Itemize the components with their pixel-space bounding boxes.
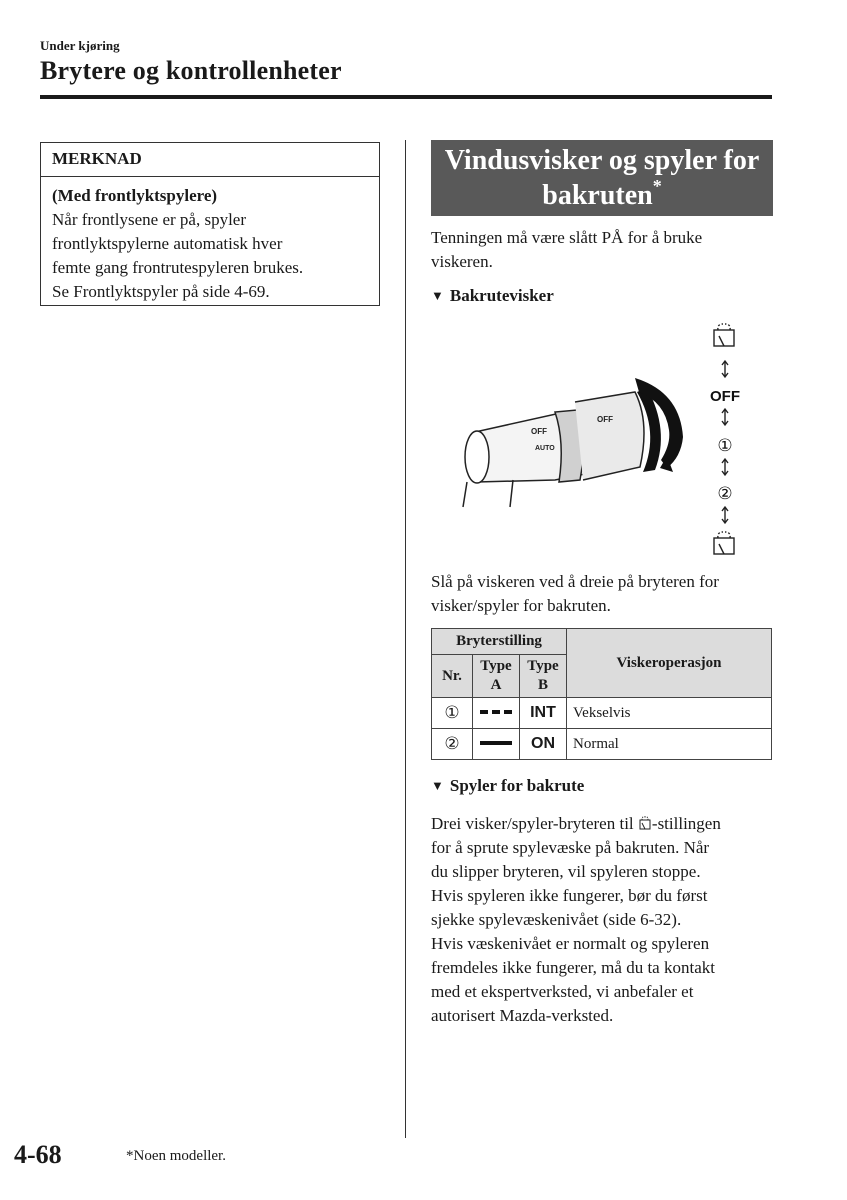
washer-line: Hvis væskenivået er normalt og spyleren: [431, 934, 710, 953]
heading-line-2: [431, 178, 773, 213]
switch-collar: [575, 392, 644, 480]
wiper-subheading-text: Bakrutevisker: [449, 286, 554, 305]
washer-line: autorisert Mazda-verksted.: [431, 1006, 614, 1025]
heading-footnote-mark: *: [652, 176, 662, 196]
washer-paragraph: [431, 812, 776, 1028]
continuous-symbol-icon: [479, 738, 513, 748]
washer-line-start: Drei visker/spyler-bryteren til: [431, 814, 638, 833]
lever-end-cap: [465, 431, 489, 483]
wiper-subheading: [431, 286, 554, 306]
down-triangle-icon: ▼: [431, 288, 444, 303]
section-label: Under kjøring: [40, 38, 120, 53]
column-divider: [405, 140, 406, 1138]
wiper-lever-illustration: [455, 322, 755, 562]
heading-word: bakruten: [542, 180, 653, 211]
lever-label-off-1: OFF: [531, 427, 547, 436]
table-header-nr: Nr.: [432, 655, 473, 698]
washer-line-end: -stillingen: [651, 814, 721, 833]
up-down-arrow-icon: [722, 409, 728, 425]
instruction-paragraph: [431, 570, 776, 618]
table-cell-operation: Vekselvis: [567, 698, 772, 729]
washer-bottom-icon: [714, 538, 734, 554]
note-label: MERKNAD: [41, 143, 379, 177]
instruction-line: visker/spyler for bakruten.: [431, 596, 611, 615]
heading-line-1: Vindusvisker og spyler for: [444, 145, 760, 176]
position-off: OFF: [710, 388, 740, 405]
table-cell-operation: Normal: [567, 729, 772, 760]
instruction-line: Slå på viskeren ved å dreie på bryteren for: [431, 572, 719, 591]
lever-stalk: [463, 480, 513, 507]
section-heading: [431, 140, 773, 216]
rear-washer-icon: [638, 816, 652, 830]
intermittent-symbol-icon: [479, 707, 513, 717]
washer-line: for å sprute spylevæske på bakruten. Når: [431, 838, 710, 857]
table-cell-type-b: ON: [520, 729, 567, 760]
up-down-arrow-icon: [722, 459, 728, 475]
note-subtitle: (Med frontlyktspylere): [52, 186, 218, 205]
washer-line: Hvis spyleren ikke fungerer, bør du først: [431, 886, 708, 905]
intro-line: viskeren.: [431, 252, 493, 271]
note-line: femte gang frontrutespyleren brukes.: [52, 258, 304, 277]
table-row: [432, 729, 772, 760]
title-rule: [40, 95, 772, 99]
page-title: Brytere og kontrollenheter: [40, 56, 342, 85]
table-cell-type-b: INT: [520, 698, 567, 729]
table-cell-nr: ①: [432, 698, 473, 729]
note-box: [40, 142, 380, 306]
washer-top-icon: [714, 330, 734, 346]
up-down-arrow-icon: [722, 507, 728, 523]
note-body: [41, 177, 379, 304]
washer-line: sjekke spylevæskenivået (side 6-32).: [431, 910, 682, 929]
table-group-header: Bryterstilling: [432, 629, 567, 655]
intro-line: Tenningen må være slått PÅ for å bruke: [431, 228, 703, 247]
down-triangle-icon: ▼: [431, 778, 444, 793]
washer-subheading: [431, 776, 584, 796]
table-header-operation: Viskeroperasjon: [567, 629, 772, 698]
table-cell-type-a: [473, 729, 520, 760]
washer-line: fremdeles ikke fungerer, må du ta kontakt: [431, 958, 715, 977]
footnote: *Noen modeller.: [126, 1148, 226, 1164]
note-line: frontlyktspylerne automatisk hver: [52, 234, 283, 253]
table-header-type-b: Type B: [520, 655, 567, 698]
wiper-operation-table: [431, 628, 772, 760]
table-header-type-a: Type A: [473, 655, 520, 698]
table-cell-type-a: [473, 698, 520, 729]
table-row: [432, 698, 772, 729]
position-1: ①: [717, 436, 733, 456]
table-cell-nr: ②: [432, 729, 473, 760]
intro-paragraph: [431, 226, 776, 274]
washer-line: med et ekspertverksted, vi anbefaler et: [431, 982, 694, 1001]
washer-line: du slipper bryteren, vil spyleren stoppe.: [431, 862, 701, 881]
lever-label-off-2: OFF: [597, 415, 613, 424]
page-number: 4-68: [14, 1140, 62, 1169]
washer-subheading-text: Spyler for bakrute: [449, 776, 585, 795]
lever-label-auto: AUTO: [535, 445, 555, 452]
note-line: Se Frontlyktspyler på side 4-69.: [52, 282, 270, 301]
washer-line: [431, 812, 776, 836]
position-2: ②: [717, 484, 733, 504]
note-line: Når frontlysene er på, spyler: [52, 210, 247, 229]
up-down-arrow-icon: [722, 361, 728, 377]
